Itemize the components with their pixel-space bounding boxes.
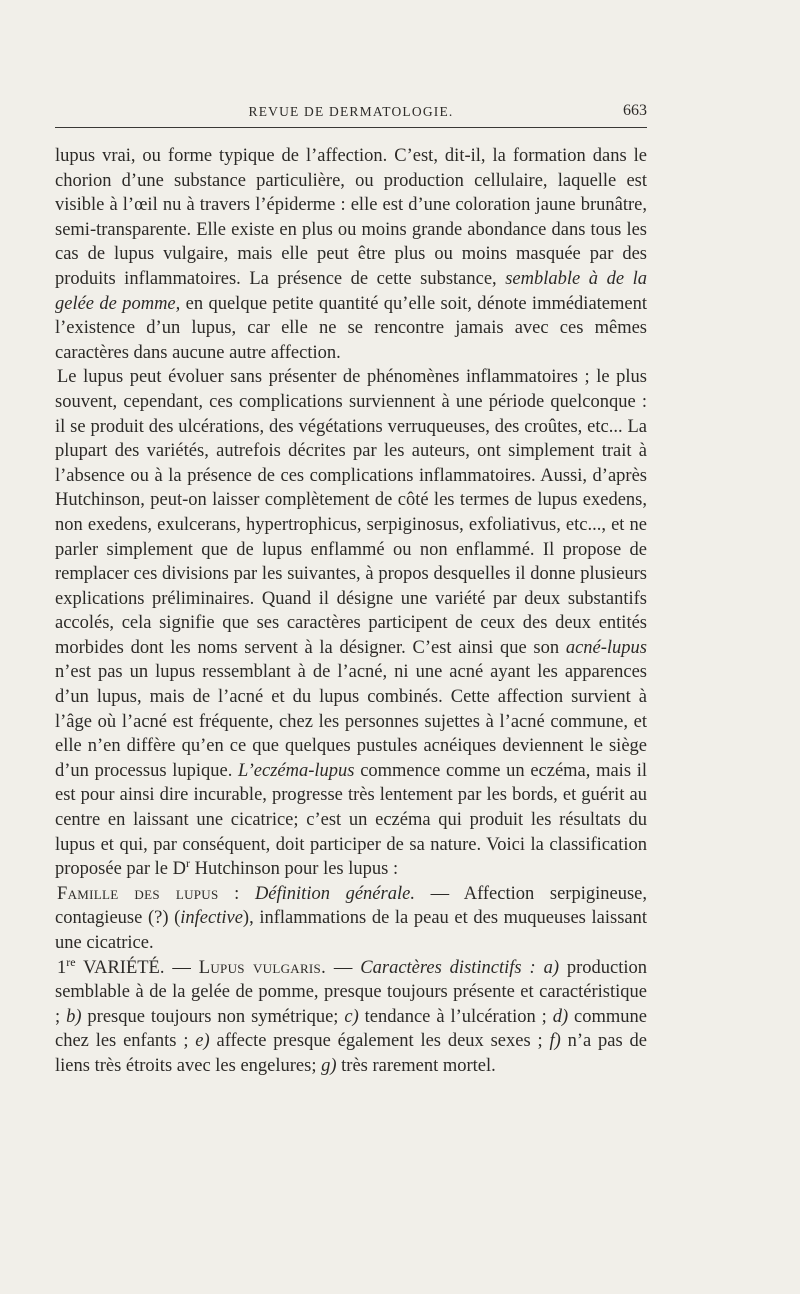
- text-run: — Affection serpigineuse, contagieuse (?) (: [55, 883, 647, 929]
- small-caps-heading: Lupus vulgaris.: [198, 957, 327, 978]
- list-marker: b): [66, 1006, 82, 1027]
- text-run: VARIÉTÉ. —: [75, 957, 199, 978]
- text-run: commence comme un eczéma, mais il est pour ainsi dire incurable, progresse très lentement par les bords, et guérit au centre en laissant une cicatrice; c’est un eczéma qui produit les résultats du lupus et qui, par conséquent, doit participer de sa nature. Voici la classification proposée par le D: [55, 760, 647, 880]
- text-run: très rarement mortel.: [336, 1055, 496, 1076]
- text-run: affecte presque également les deux sexes ;: [209, 1031, 550, 1052]
- paragraph-3: [55, 882, 647, 956]
- text-run: Hutchinson pour les lupus :: [190, 859, 399, 880]
- body-text: [55, 144, 647, 1079]
- header-rule: [55, 127, 647, 128]
- paragraph-1: [55, 144, 647, 365]
- page-number: 663: [623, 102, 647, 119]
- text-run: n’a pas de liens très étroits avec les engelures;: [55, 1031, 647, 1076]
- superscript: r: [186, 856, 190, 871]
- paragraph-4: [55, 956, 647, 1079]
- text-run: presque toujours non symétrique;: [81, 1006, 345, 1027]
- list-marker: f): [549, 1031, 561, 1052]
- superscript: re: [66, 954, 76, 969]
- text-run: lupus vrai, ou forme typique de l’affection. C’est, dit-il, la formation dans le chorion d’une substance particulière, ou production cellulaire, laquelle est visible à l’œil nu à travers l’épiderme : elle est d’une coloration jaune brunâtre, semi-transparente. Elle existe en plus ou moins grande abondance dans tous les cas de lupus vulgaire, mais elle peut être plus ou moins masquée par des produits inflammatoires. La présence de cette substance,: [55, 146, 647, 289]
- italic-term: L’eczéma-lupus: [238, 760, 355, 781]
- text-run: ), inflammations de la peau et des muqueuses laissant une cicatrice.: [55, 908, 647, 953]
- text-run: commune chez les enfants ;: [55, 1006, 647, 1052]
- small-caps-heading: Famille des lupus: [57, 883, 219, 904]
- list-marker: d): [552, 1006, 569, 1027]
- text-run: production semblable à de la gelée de pomme, presque toujours présente et caractéristique ;: [55, 957, 648, 1027]
- italic-phrase: Caractères distinctifs :: [360, 957, 536, 978]
- italic-term: acné-lupus: [565, 637, 647, 658]
- text-run: en quelque petite quantité qu’elle soit, dénote immédiatement l’existence d’un lupus, car elle ne se rencontre jamais avec ces mêmes caractères dans aucune autre affection.: [55, 293, 648, 363]
- list-marker: g): [321, 1055, 337, 1076]
- running-title: REVUE DE DERMATOLOGIE.: [248, 104, 454, 119]
- paragraph-2: [55, 365, 647, 881]
- text-run: n’est pas un lupus ressemblant à de l’acné, ni une acné ayant les apparences d’un lupus, mais de l’acné et du lupus combinés. Cette affection survient à l’âge où l’acné est fréquente, chez les personnes sujettes à l’acné commune, et elle n’en diffère qu’en ce que quelques pustules acnéiques deviennent le siège d’un processus lupique.: [55, 662, 647, 781]
- running-head: [55, 104, 647, 124]
- variety-number: 1: [57, 957, 67, 978]
- list-marker: c): [344, 1006, 359, 1027]
- italic-phrase: semblable à de la gelée de pomme,: [55, 268, 647, 314]
- text-run: —: [326, 957, 361, 978]
- italic-phrase: Définition générale.: [254, 883, 415, 904]
- list-marker: a): [543, 957, 559, 978]
- text-run: :: [218, 883, 255, 904]
- list-marker: e): [195, 1031, 210, 1052]
- text-run: [536, 958, 544, 978]
- italic-term: infective: [180, 908, 243, 929]
- text-run: tendance à l’ulcération ;: [358, 1006, 553, 1027]
- text-run: Le lupus peut évoluer sans présenter de phénomènes inflammatoires ; le plus souvent, cependant, ces complications surviennent à une période quelconque : il se produit des ulcérations, des végétations verruqueuses, des croûtes, etc... La plupart des variétés, autrefois décrites par les auteurs, ont simplement trait à l’absence ou à la présence de ces complications inflammatoires. Aussi, d’après Hutchinson, peut-on laisser complètement de côté les termes de lupus exedens, non exedens, exulcerans, hypertrophicus, serpiginosus, exfoliativus, etc..., et ne parler simplement que de lupus enflammé ou non enflammé. Il propose de remplacer ces divisions par les suivantes, à propos desquelles il donne plusieurs explications préliminaires. Quand il désigne une variété par deux substantifs accolés, cela signifie que ses caractères participent de ceux des deux entités morbides dont les noms servent à la désigner. C’est ainsi que son: [55, 367, 647, 658]
